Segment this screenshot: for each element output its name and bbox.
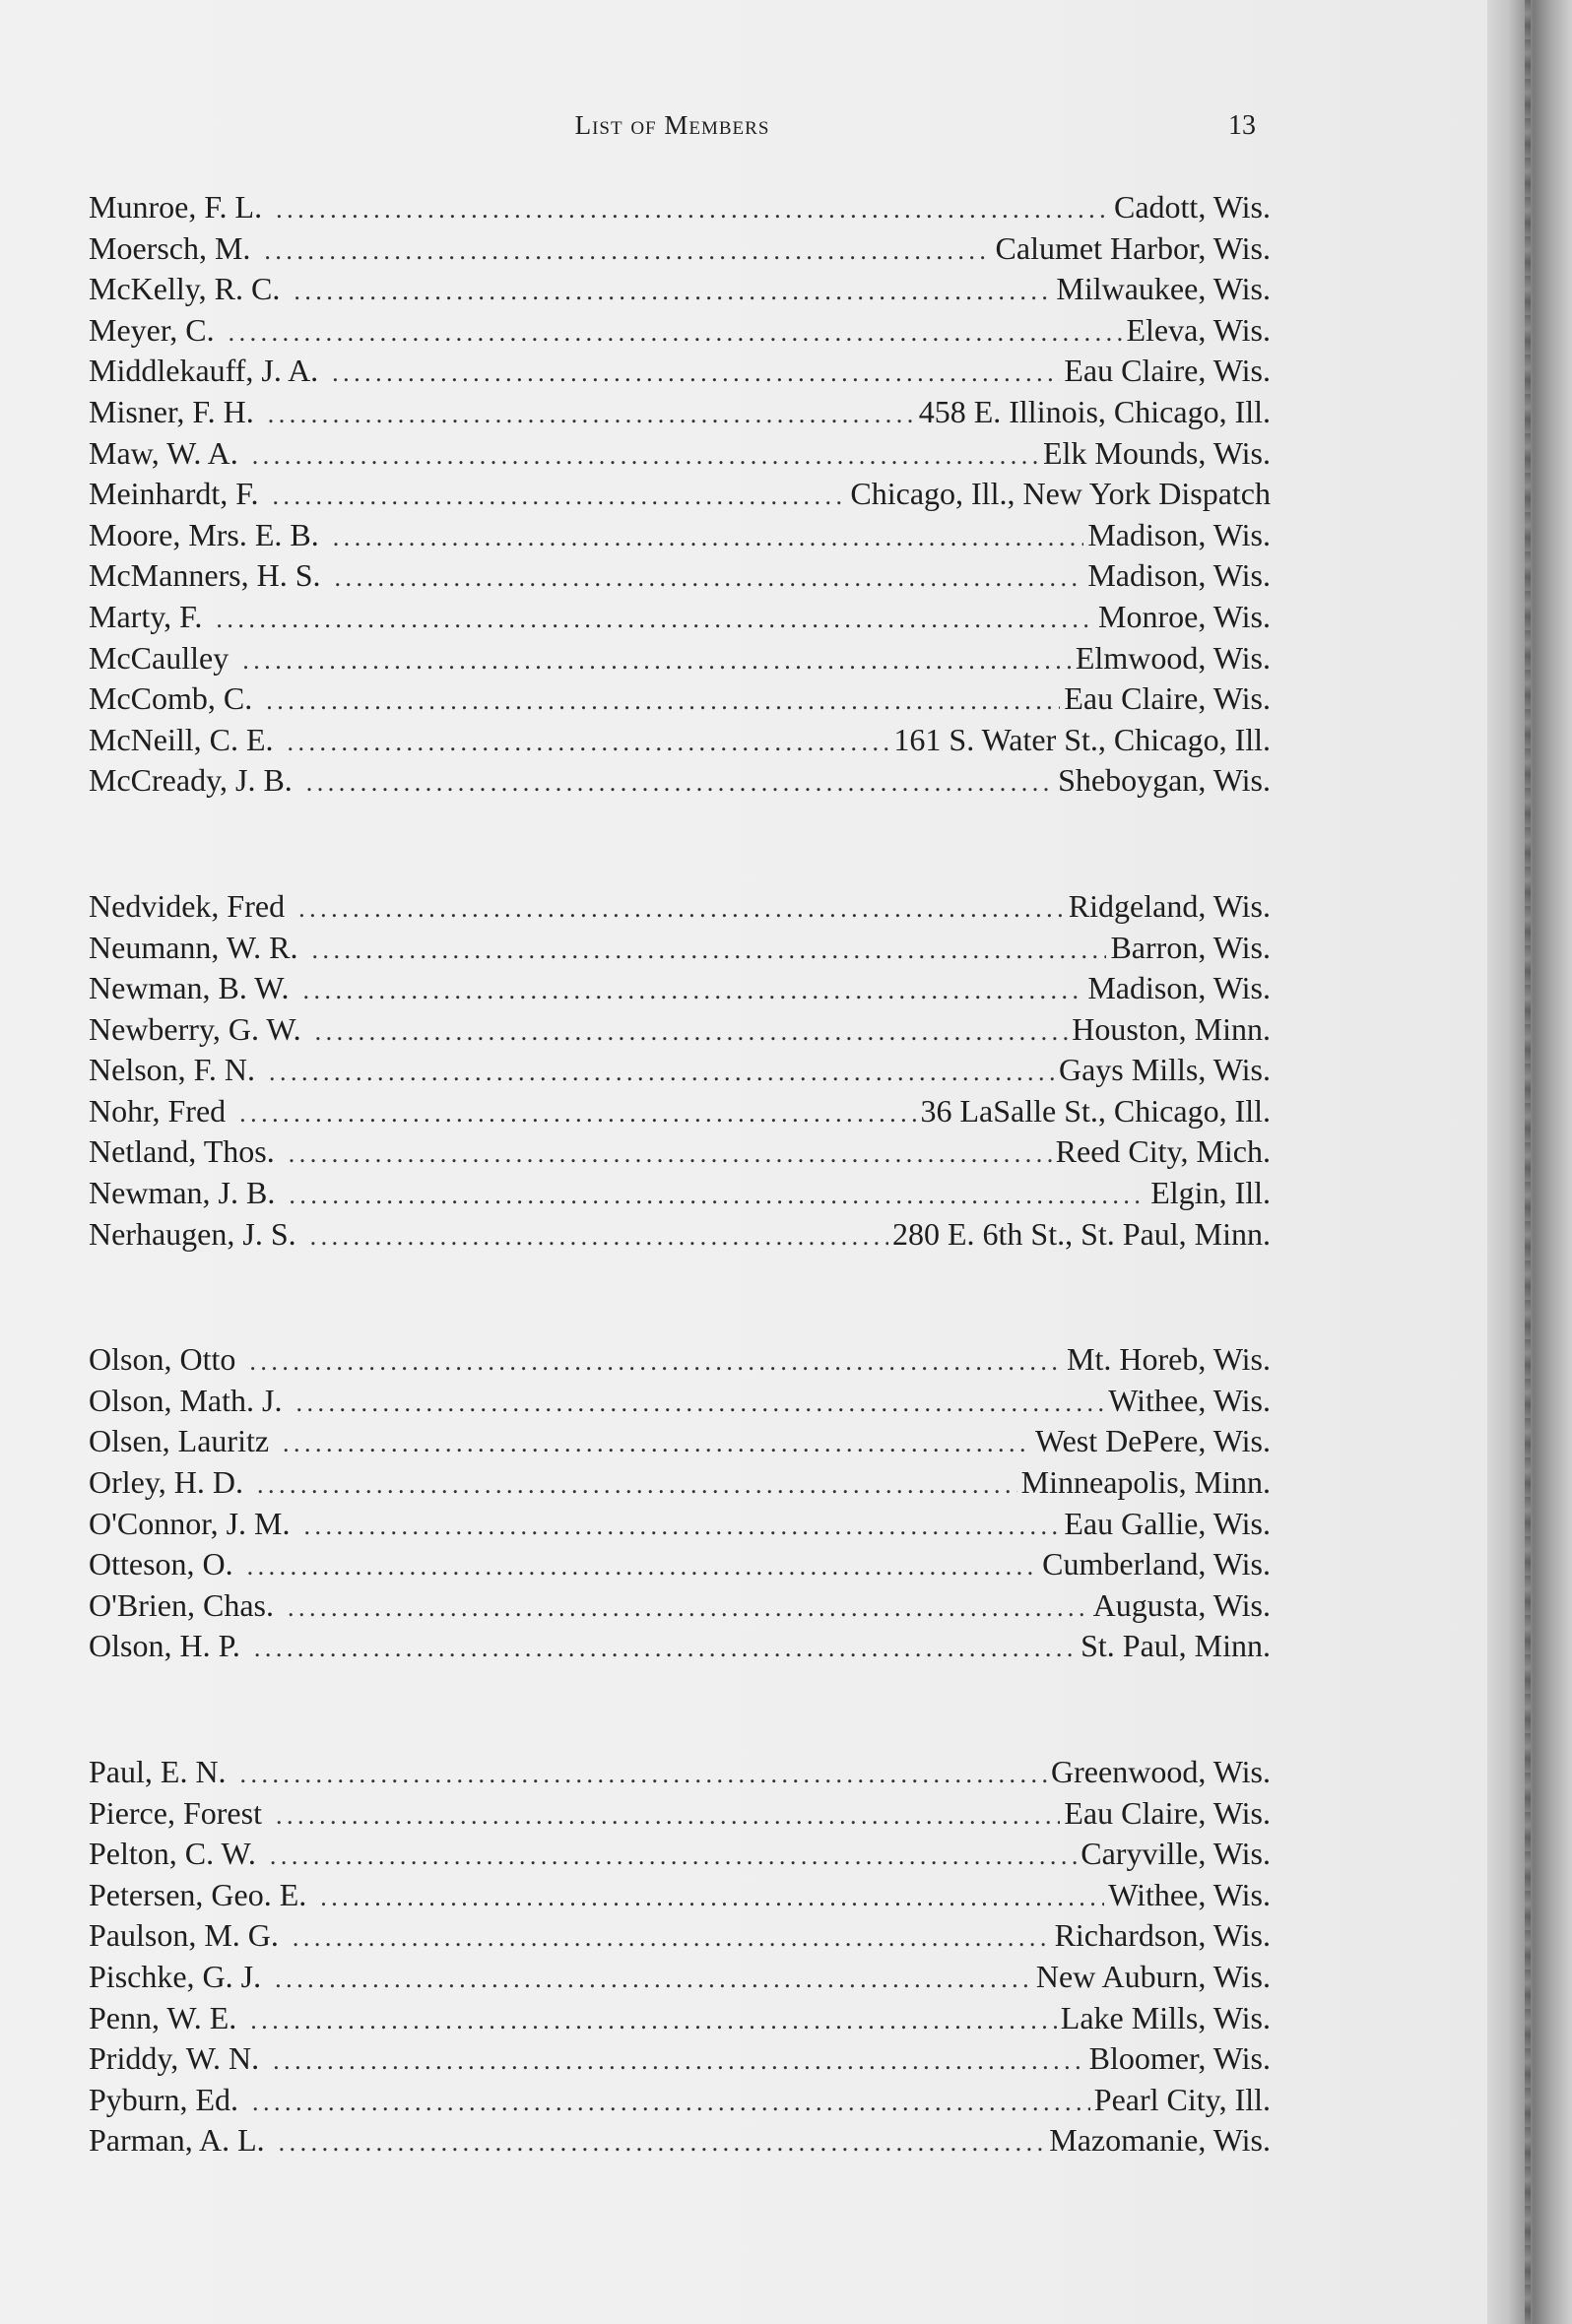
book-binding-edge [1487, 0, 1572, 2324]
member-entry [89, 1131, 1271, 1173]
member-entry [89, 760, 1271, 802]
dot-leader [247, 1546, 1038, 1585]
member-location: Eau Claire, Wis. [1064, 1794, 1271, 1831]
member-name: Newman, J. B. [89, 1175, 276, 1211]
member-location: Elgin, Ill. [1150, 1175, 1271, 1211]
member-name: Petersen, Geo. E. [89, 1876, 307, 1912]
member-entry [89, 187, 1271, 228]
member-name: Moersch, M. [89, 229, 251, 266]
dot-leader [249, 1341, 1063, 1381]
member-entry [89, 1091, 1271, 1132]
member-location: Sheboygan, Wis. [1058, 762, 1271, 799]
member-name: Middlekauff, J. A. [89, 353, 319, 389]
member-location: 161 S. Water St., Chicago, Ill. [893, 721, 1271, 757]
member-entry [89, 1173, 1271, 1214]
dot-leader [257, 1464, 1017, 1504]
member-location: Madison, Wis. [1087, 970, 1271, 1006]
member-entry [89, 968, 1271, 1009]
member-name: Paul, E. N. [89, 1754, 227, 1789]
member-location: Ridgeland, Wis. [1068, 887, 1271, 924]
dot-leader [269, 1052, 1055, 1091]
member-entry [89, 351, 1271, 392]
member-location: Barron, Wis. [1110, 929, 1271, 965]
dot-leader [242, 640, 1072, 679]
dot-leader [293, 1917, 1051, 1957]
member-name: Parman, A. L. [89, 2122, 265, 2159]
dot-leader [288, 722, 890, 761]
member-location: Reed City, Mich. [1055, 1133, 1271, 1170]
member-location: Madison, Wis. [1087, 516, 1271, 552]
member-entry [89, 1585, 1271, 1627]
member-name: Nerhaugen, J. S. [89, 1215, 296, 1252]
member-name: Marty, F. [89, 598, 203, 634]
member-entry [89, 1834, 1271, 1875]
member-entry [89, 1504, 1271, 1545]
dot-leader [273, 2040, 1085, 2080]
dot-leader [310, 1216, 888, 1256]
member-name: Orley, H. D. [89, 1464, 243, 1501]
dot-leader [298, 888, 1065, 928]
member-entry [89, 1998, 1271, 2039]
member-name: McComb, C. [89, 680, 253, 717]
dot-leader [240, 1754, 1047, 1793]
member-location: Caryville, Wis. [1081, 1836, 1271, 1872]
member-name: Paulson, M. G. [89, 1917, 279, 1954]
dot-leader [273, 476, 847, 515]
member-name: Meinhardt, F. [89, 476, 259, 512]
dot-leader [268, 394, 915, 433]
member-name: O'Connor, J. M. [89, 1505, 291, 1541]
member-name: McCready, J. B. [89, 762, 293, 799]
member-section [89, 1339, 1271, 1667]
member-entry [89, 1752, 1271, 1793]
dot-leader [252, 435, 1039, 475]
member-entry [89, 2080, 1271, 2121]
dot-leader [294, 271, 1052, 310]
member-entry [89, 474, 1271, 515]
member-location: St. Paul, Minn. [1081, 1628, 1271, 1664]
member-name: Pierce, Forest [89, 1794, 262, 1831]
member-location: Eau Claire, Wis. [1064, 353, 1271, 389]
dot-leader [266, 680, 1060, 720]
page-number: 13 [1228, 110, 1256, 141]
member-name: Otteson, O. [89, 1546, 233, 1582]
member-location: Pearl City, Ill. [1093, 2081, 1271, 2117]
member-location: Greenwood, Wis. [1051, 1754, 1271, 1789]
dot-leader [276, 1795, 1060, 1835]
member-name: McNeill, C. E. [89, 721, 274, 757]
member-name: Olson, H. P. [89, 1628, 240, 1664]
dot-leader [289, 1133, 1052, 1173]
member-name: McManners, H. S. [89, 557, 321, 594]
member-entry [89, 1214, 1271, 1256]
dot-leader [288, 1587, 1089, 1627]
dot-leader [333, 517, 1084, 556]
member-entry [89, 1793, 1271, 1835]
member-entry [89, 1009, 1271, 1051]
member-name: Nedvidek, Fred [89, 887, 286, 924]
member-entry [89, 1421, 1271, 1462]
member-entry [89, 1339, 1271, 1381]
dot-leader [239, 1093, 916, 1132]
dot-leader [229, 312, 1123, 352]
dot-leader [264, 230, 991, 270]
member-location: 280 E. 6th St., St. Paul, Minn. [891, 1215, 1271, 1252]
dot-leader [335, 557, 1084, 597]
member-name: Olson, Math. J. [89, 1382, 283, 1418]
member-entry [89, 1875, 1271, 1916]
member-location: 458 E. Illinois, Chicago, Ill. [918, 393, 1271, 429]
member-location: 36 LaSalle St., Chicago, Ill. [920, 1092, 1271, 1129]
dot-leader [279, 2122, 1046, 2162]
member-location: Eau Claire, Wis. [1064, 680, 1271, 717]
dot-leader [303, 970, 1084, 1009]
member-location: Madison, Wis. [1087, 557, 1271, 594]
member-entry [89, 1544, 1271, 1585]
member-location: Eleva, Wis. [1126, 311, 1271, 348]
member-name: Nelson, F. N. [89, 1052, 255, 1088]
member-location: Cadott, Wis. [1113, 189, 1271, 225]
member-name: Pelton, C. W. [89, 1836, 256, 1872]
member-name: Pischke, G. J. [89, 1958, 262, 1994]
member-entry [89, 678, 1271, 720]
member-entry [89, 2038, 1271, 2080]
member-name: Olson, Otto [89, 1341, 236, 1378]
member-entry [89, 310, 1271, 352]
member-name: Olsen, Lauritz [89, 1423, 270, 1459]
member-entry [89, 228, 1271, 270]
member-name: Misner, F. H. [89, 393, 254, 429]
member-entry [89, 638, 1271, 679]
member-location: Gays Mills, Wis. [1058, 1052, 1271, 1088]
member-name: Newman, B. W. [89, 970, 290, 1006]
member-location: West DePere, Wis. [1034, 1423, 1271, 1459]
member-location: Monroe, Wis. [1098, 598, 1271, 634]
dot-leader [306, 762, 1054, 802]
dot-leader [332, 353, 1060, 392]
dot-leader [289, 1175, 1146, 1214]
page-header [89, 110, 1256, 150]
member-entry [89, 269, 1271, 310]
member-location: New Auburn, Wis. [1035, 1958, 1271, 1994]
member-name: Munroe, F. L. [89, 189, 263, 225]
member-location: Milwaukee, Wis. [1056, 271, 1271, 307]
member-entry [89, 720, 1271, 761]
member-location: Richardson, Wis. [1054, 1917, 1271, 1954]
member-name: McKelly, R. C. [89, 271, 281, 307]
dot-leader [252, 2082, 1090, 2121]
member-name: O'Brien, Chas. [89, 1586, 274, 1623]
member-name: Newberry, G. W. [89, 1010, 301, 1047]
member-entry [89, 1381, 1271, 1422]
member-location: Eau Gallie, Wis. [1064, 1505, 1271, 1541]
dot-leader [276, 189, 1110, 228]
member-section [89, 187, 1271, 802]
member-section [89, 886, 1271, 1255]
member-name: Maw, W. A. [89, 434, 238, 471]
member-entry [89, 597, 1271, 638]
member-entry [89, 1915, 1271, 1957]
member-entry [89, 886, 1271, 928]
member-entry [89, 928, 1271, 969]
member-location: Augusta, Wis. [1092, 1586, 1271, 1623]
member-name: Moore, Mrs. E. B. [89, 516, 319, 552]
member-location: Mazomanie, Wis. [1049, 2122, 1271, 2159]
member-name: Neumann, W. R. [89, 929, 298, 965]
dot-leader [304, 1506, 1061, 1545]
member-entry [89, 392, 1271, 433]
member-name: Meyer, C. [89, 311, 215, 348]
dot-leader [320, 1877, 1104, 1916]
member-entry [89, 1050, 1271, 1091]
dot-leader [295, 1383, 1104, 1422]
member-location: Lake Mills, Wis. [1060, 1999, 1271, 2035]
member-location: Minneapolis, Minn. [1020, 1464, 1271, 1501]
member-entry [89, 433, 1271, 475]
member-name: Nohr, Fred [89, 1092, 227, 1129]
dot-leader [315, 1011, 1069, 1051]
dot-leader [254, 1628, 1077, 1667]
dot-leader [216, 599, 1094, 638]
dot-leader [275, 1959, 1032, 1998]
member-entry [89, 1957, 1271, 1998]
member-list [89, 187, 1271, 2246]
dot-leader [283, 1423, 1031, 1462]
member-location: Withee, Wis. [1108, 1876, 1271, 1912]
member-location: Cumberland, Wis. [1042, 1546, 1271, 1582]
running-title: List of Members [574, 110, 770, 140]
member-name: Priddy, W. N. [89, 2040, 260, 2077]
member-location: Chicago, Ill., New York Dispatch [850, 476, 1271, 512]
member-location: Mt. Horeb, Wis. [1067, 1341, 1271, 1378]
member-entry [89, 1626, 1271, 1667]
member-section [89, 1752, 1271, 2162]
member-entry [89, 555, 1271, 597]
member-location: Bloomer, Wis. [1088, 2040, 1271, 2077]
member-entry [89, 1462, 1271, 1504]
member-entry [89, 515, 1271, 556]
dot-leader [270, 1836, 1077, 1875]
member-entry [89, 2120, 1271, 2162]
dot-leader [250, 2000, 1057, 2039]
member-name: Pyburn, Ed. [89, 2081, 238, 2117]
member-location: Houston, Minn. [1072, 1010, 1271, 1047]
member-location: Elmwood, Wis. [1075, 639, 1271, 676]
member-name: McCaulley [89, 639, 229, 676]
member-name: Netland, Thos. [89, 1133, 275, 1170]
member-location: Elk Mounds, Wis. [1042, 434, 1271, 471]
member-location: Calumet Harbor, Wis. [995, 229, 1271, 266]
dot-leader [311, 930, 1106, 969]
member-name: Penn, W. E. [89, 1999, 237, 2035]
member-location: Withee, Wis. [1108, 1382, 1271, 1418]
